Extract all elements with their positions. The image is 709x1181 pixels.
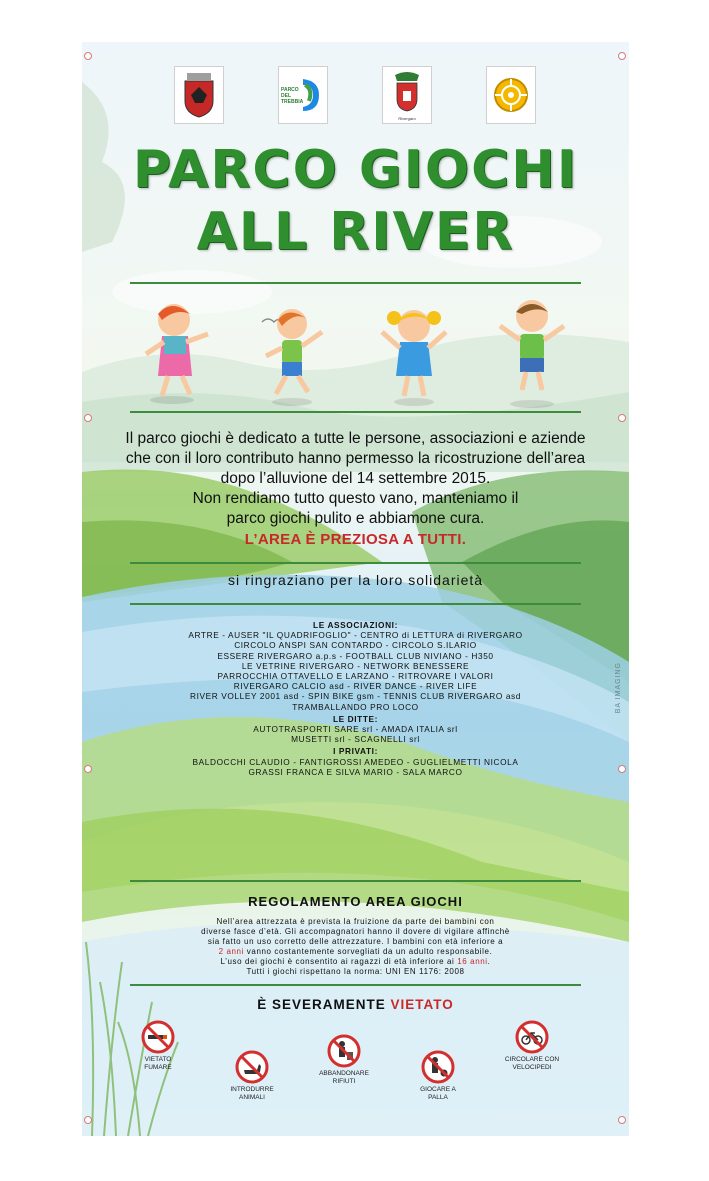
regolamento-title: REGOLAMENTO AREA GIOCHI	[248, 894, 463, 909]
grommet	[618, 1116, 626, 1124]
credit-line: GRASSI FRANCA E SILVA MARIO - SALA MARCO	[248, 766, 463, 777]
no-ball-games-icon	[421, 1050, 455, 1084]
privati-heading: I PRIVATI:	[333, 746, 378, 757]
parco-del-trebbia-logo	[278, 66, 328, 124]
credit-line: RIVERGARO CALCIO asd - RIVER DANCE - RIVER LIFE	[233, 681, 478, 692]
poster-title-line2: ALL RIVER	[196, 202, 515, 262]
sign-label: GIOCARE A PALLA	[420, 1086, 456, 1101]
intro-paragraph	[82, 429, 629, 529]
divider-rule	[130, 984, 581, 986]
credit-line: PARROCCHIA OTTAVELLO E LARZANO - RITROVARE I VALORI	[217, 671, 494, 682]
grommet	[618, 765, 626, 773]
ditte-heading: LE DITTE:	[332, 713, 379, 724]
sign-label: VIETATO FUMARE	[144, 1056, 172, 1071]
credits-list	[82, 620, 629, 777]
sponsor-logos	[82, 66, 629, 126]
divider-rule	[130, 411, 581, 413]
credit-line: TRAMBALLANDO PRO LOCO	[292, 701, 419, 712]
age-limit-red: 16 anni	[457, 957, 488, 966]
prohibition-sign	[492, 1020, 572, 1072]
rotary-logo	[486, 66, 536, 124]
credit-line: AUTOTRASPORTI SARE srl - AMADA ITALIA srl	[253, 724, 458, 735]
divider-rule	[130, 562, 581, 564]
intro-line: Non rendiamo tutto questo vano, manteniamo il	[192, 490, 519, 507]
intro-line: che con il loro contributo hanno permesso la ricostruzione dell’area	[125, 450, 586, 467]
poster-title-line1: PARCO GIOCHI	[132, 140, 579, 200]
sign-label: CIRCOLARE CON VELOCIPEDI	[504, 1056, 560, 1071]
grommet	[84, 414, 92, 422]
no-animals-icon	[235, 1050, 269, 1084]
regolamento-line: 2 anni vanno costantemente sorvegliati da un adulto responsabile.	[218, 947, 493, 956]
regolamento-line: Nell’area attrezzata è prevista la fruizione da parte dei bambini con	[216, 917, 495, 926]
credit-line: RIVER VOLLEY 2001 asd - SPIN BIKE gsm - TENNIS CLUB RIVERGARO asd	[189, 691, 522, 702]
grommet	[84, 765, 92, 773]
regolamento-text	[142, 917, 569, 977]
children-illustration	[132, 292, 592, 412]
sign-label: INTRODURRE ANIMALI	[230, 1086, 274, 1101]
intro-line: dopo l’alluvione del 14 settembre 2015.	[220, 470, 491, 487]
grommet	[84, 1116, 92, 1124]
credit-line: CIRCOLO ANSPI SAN CONTARDO - CIRCOLO S.ILARIO	[234, 640, 477, 651]
no-bicycles-icon	[515, 1020, 549, 1054]
emphasis-text: L’AREA È PREZIOSA A TUTTI.	[244, 531, 467, 548]
parco-logo-text: PARCO DEL TREBBIA	[281, 87, 304, 105]
poster-sheet	[82, 42, 629, 1136]
prohibition-sign	[398, 1050, 478, 1102]
credit-line: MUSETTI srl - SCAGNELLI srl	[291, 734, 420, 745]
regolamento-line: diverse fasce d’età. Gli accompagnatori hanno il dovere di vigilare affinchè	[201, 927, 510, 936]
prohibition-sign	[212, 1050, 292, 1102]
divider-rule	[130, 880, 581, 882]
no-smoking-icon	[141, 1020, 175, 1054]
regolamento-line: Tutti i giochi rispettano la norma: UNI EN 1176: 2008	[246, 967, 465, 976]
sign-label: ABBANDONARE RIFIUTI	[319, 1070, 369, 1085]
grommet	[618, 52, 626, 60]
associazioni-heading: LE ASSOCIAZIONI:	[313, 620, 398, 630]
grommet	[84, 52, 92, 60]
grommet	[618, 414, 626, 422]
divider-rule	[130, 603, 581, 605]
provincia-logo-text: Rivergaro	[398, 116, 416, 121]
thanks-text: si ringraziano per la loro solidarietà	[227, 572, 484, 588]
no-littering-icon	[327, 1034, 361, 1068]
printer-brand: BA IMAGING	[615, 662, 622, 714]
age-limit-red: 2 anni	[218, 947, 244, 956]
divider-rule	[130, 282, 581, 284]
intro-line: parco giochi pulito e abbiamone cura.	[226, 510, 485, 527]
regolamento-line: L’uso dei giochi è consentito ai ragazzi di età inferiore ai 16 anni.	[220, 957, 491, 966]
credit-line: BALDOCCHI CLAUDIO - FANTIGROSSI AMEDEO - GUGLIELMETTI NICOLA	[192, 756, 519, 767]
intro-line: Il parco giochi è dedicato a tutte le persone, associazioni e aziende	[125, 430, 586, 447]
provincia-logo	[382, 66, 432, 124]
prohibition-sign	[118, 1020, 198, 1072]
regolamento-line: sia fatto un uso corretto delle attrezzature. I bambini con età inferiore a	[207, 937, 504, 946]
prohibition-sign	[304, 1034, 384, 1086]
vietato-heading: È SEVERAMENTE VIETATO	[257, 997, 454, 1012]
credit-line: ARTRE - AUSER "IL QUADRIFOGLIO" - CENTRO di LETTURA di RIVERGARO	[188, 630, 523, 641]
credit-line: LE VETRINE RIVERGARO - NETWORK BENESSERE	[241, 660, 470, 671]
credit-line: ESSERE RIVERGARO a.p.s - FOOTBALL CLUB NIVIANO - H350	[217, 650, 494, 661]
comune-crest-logo	[174, 66, 224, 124]
